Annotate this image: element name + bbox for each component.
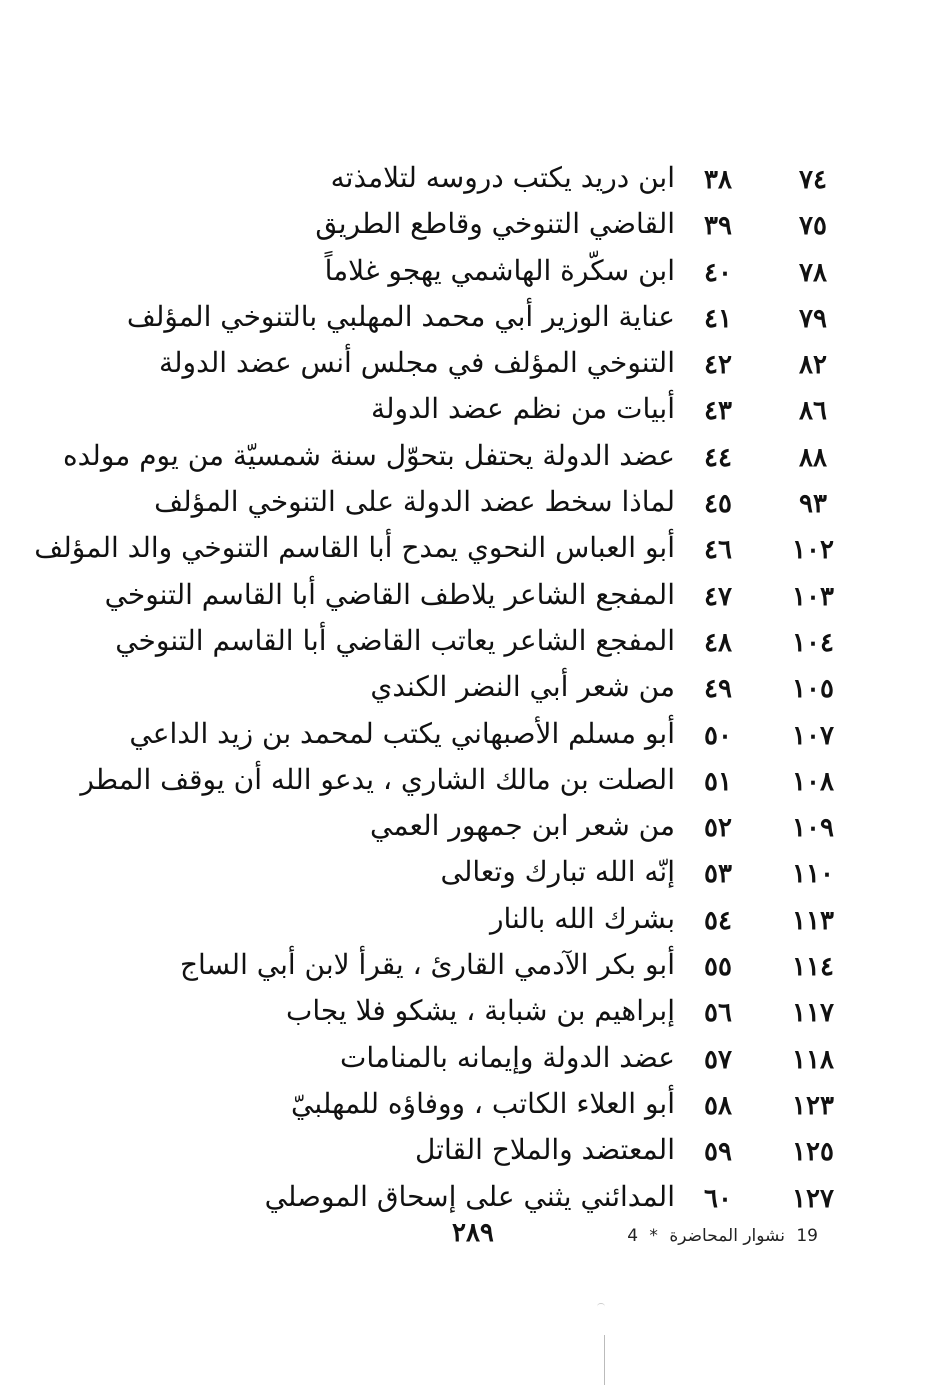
toc-page-number: ١٢٥ xyxy=(792,1137,834,1168)
toc-row xyxy=(0,254,933,300)
toc-row xyxy=(0,392,933,438)
toc-row xyxy=(0,300,933,346)
toc-row xyxy=(0,161,933,207)
toc-row xyxy=(0,763,933,809)
toc-entry-number: ٥٤ xyxy=(704,905,732,936)
toc-entry-title: المفجع الشاعر يعاتب القاضي أبا القاسم التنوخي xyxy=(115,623,675,657)
signature-number: 19 xyxy=(796,1226,818,1246)
toc-row xyxy=(0,670,933,716)
toc-entry-number: ٤٦ xyxy=(704,535,732,566)
toc-entry-number: ٤٢ xyxy=(704,350,732,381)
toc-entry-number: ٥٣ xyxy=(704,859,732,890)
toc-entry-number: ٥٠ xyxy=(704,720,732,751)
toc-entry-title: عضد الدولة وإيمانه بالمنامات xyxy=(340,1040,675,1074)
toc-entry-number: ٤٨ xyxy=(704,627,732,658)
signature-volume: 4 xyxy=(627,1226,639,1246)
toc-page-number: ٩٣ xyxy=(799,489,827,520)
toc-row xyxy=(0,1041,933,1087)
toc-page-number: ١٠٣ xyxy=(792,581,834,612)
toc-entry-number: ٥٦ xyxy=(704,998,732,1029)
toc-page-number: ١٠٧ xyxy=(792,720,834,751)
toc-page-number: ١١٤ xyxy=(792,952,834,983)
printer-signature xyxy=(627,1226,818,1246)
toc-entry-number: ٣٩ xyxy=(704,211,732,242)
page-footer xyxy=(0,1218,933,1258)
toc-entry-title: القاضي التنوخي وقاطع الطريق xyxy=(315,207,675,241)
signature-star: * xyxy=(649,1226,658,1246)
toc-entry-number: ٤٥ xyxy=(704,489,732,520)
toc-entry-title: أبيات من نظم عضد الدولة xyxy=(371,392,675,426)
toc-entry-title: إبراهيم بن شبابة ، يشكو فلا يجاب xyxy=(286,994,675,1028)
toc-entry-title: أبو العلاء الكاتب ، ووفاؤه للمهلبيّ xyxy=(291,1086,675,1120)
toc-page-number: ١١٨ xyxy=(792,1044,834,1075)
toc-entry-title: بشرك الله بالنار xyxy=(489,901,675,935)
toc-row xyxy=(0,1133,933,1179)
table-of-contents xyxy=(0,161,933,1226)
toc-entry-title: أبو العباس النحوي يمدح أبا القاسم التنوخي والد المؤلف xyxy=(34,531,675,565)
toc-row xyxy=(0,485,933,531)
toc-entry-number: ٤٤ xyxy=(704,442,732,473)
toc-entry-title: إنّه الله تبارك وتعالى xyxy=(440,855,675,889)
toc-page-number: ١١٧ xyxy=(792,998,834,1029)
toc-row xyxy=(0,624,933,670)
toc-page-number: ١١٠ xyxy=(792,859,834,890)
toc-entry-title: التنوخي المؤلف في مجلس أنس عضد الدولة xyxy=(159,346,675,380)
toc-entry-title: عناية الوزير أبي محمد المهلبي بالتنوخي المؤلف xyxy=(126,299,675,333)
toc-entry-title: ابن دريد يكتب دروسه لتلامذته xyxy=(330,161,675,194)
toc-entry-title: من شعر أبي النضر الكندي xyxy=(370,670,675,704)
toc-entry-number: ٤٧ xyxy=(704,581,732,612)
toc-page-number: ١٢٧ xyxy=(792,1183,834,1214)
toc-page-number: ١٠٤ xyxy=(792,627,834,658)
toc-entry-number: ٤٠ xyxy=(704,257,732,288)
toc-entry-number: ٥٩ xyxy=(704,1137,732,1168)
toc-page-number: ٧٨ xyxy=(799,257,827,288)
toc-row xyxy=(0,439,933,485)
toc-page-number: ٧٤ xyxy=(799,165,827,195)
toc-row xyxy=(0,346,933,392)
toc-entry-number: ٤١ xyxy=(704,303,732,334)
toc-page-number: ١٢٣ xyxy=(792,1090,834,1121)
toc-page-number: ١٠٩ xyxy=(792,813,834,844)
toc-page-number: ١١٣ xyxy=(792,905,834,936)
toc-row xyxy=(0,207,933,253)
toc-entry-title: أبو بكر الآدمي القارئ ، يقرأ لابن أبي الساج xyxy=(179,948,675,982)
toc-entry-title: المعتضد والملاح القاتل xyxy=(414,1133,675,1167)
toc-entry-title: أبو مسلم الأصبهاني يكتب لمحمد بن زيد الداعي xyxy=(129,716,675,750)
toc-entry-number: ٥٥ xyxy=(704,952,732,983)
toc-entry-title: لماذا سخط عضد الدولة على التنوخي المؤلف xyxy=(154,485,675,519)
toc-page-number: ٧٩ xyxy=(799,303,827,334)
toc-entry-title: المدائني يثني على إسحاق الموصلي xyxy=(264,1179,675,1213)
toc-row xyxy=(0,578,933,624)
toc-entry-number: ٥٧ xyxy=(704,1044,732,1075)
toc-entry-number: ٤٩ xyxy=(704,674,732,705)
toc-entry-number: ٦٠ xyxy=(704,1183,732,1214)
toc-page-number: ٧٥ xyxy=(799,211,827,242)
toc-page-number: ٨٦ xyxy=(799,396,827,427)
page-number: ٢٨٩ xyxy=(452,1218,494,1248)
toc-entry-title: المفجع الشاعر يلاطف القاضي أبا القاسم التنوخي xyxy=(104,577,675,611)
toc-entry-title: ابن سكّرة الهاشمي يهجو غلاماً xyxy=(324,253,675,287)
toc-entry-number: ٥١ xyxy=(704,766,732,797)
toc-row xyxy=(0,809,933,855)
toc-row xyxy=(0,717,933,763)
binding-mark xyxy=(597,1303,605,1310)
toc-row xyxy=(0,1087,933,1133)
toc-row xyxy=(0,902,933,948)
toc-page-number: ١٠٥ xyxy=(792,674,834,705)
toc-entry-title: عضد الدولة يحتفل بتحوّل سنة شمسيّة من يوم مولده xyxy=(62,438,675,472)
signature-title: نشوار المحاضرة xyxy=(669,1226,785,1246)
toc-row xyxy=(0,531,933,577)
toc-entry-title: من شعر ابن جمهور العمي xyxy=(370,809,675,843)
toc-entry-number: ٣٨ xyxy=(704,165,732,195)
toc-page-number: ١٠٢ xyxy=(792,535,834,566)
toc-entry-title: الصلت بن مالك الشاري ، يدعو الله أن يوقف المطر xyxy=(80,762,675,796)
toc-entry-number: ٤٣ xyxy=(704,396,732,427)
toc-page-number: ٨٢ xyxy=(799,350,827,381)
toc-row xyxy=(0,855,933,901)
toc-entry-number: ٥٢ xyxy=(704,813,732,844)
toc-entry-number: ٥٨ xyxy=(704,1090,732,1121)
binding-edge-line xyxy=(604,1335,605,1385)
toc-row xyxy=(0,994,933,1040)
toc-row xyxy=(0,948,933,994)
toc-page-number: ٨٨ xyxy=(799,442,827,473)
toc-page-number: ١٠٨ xyxy=(792,766,834,797)
